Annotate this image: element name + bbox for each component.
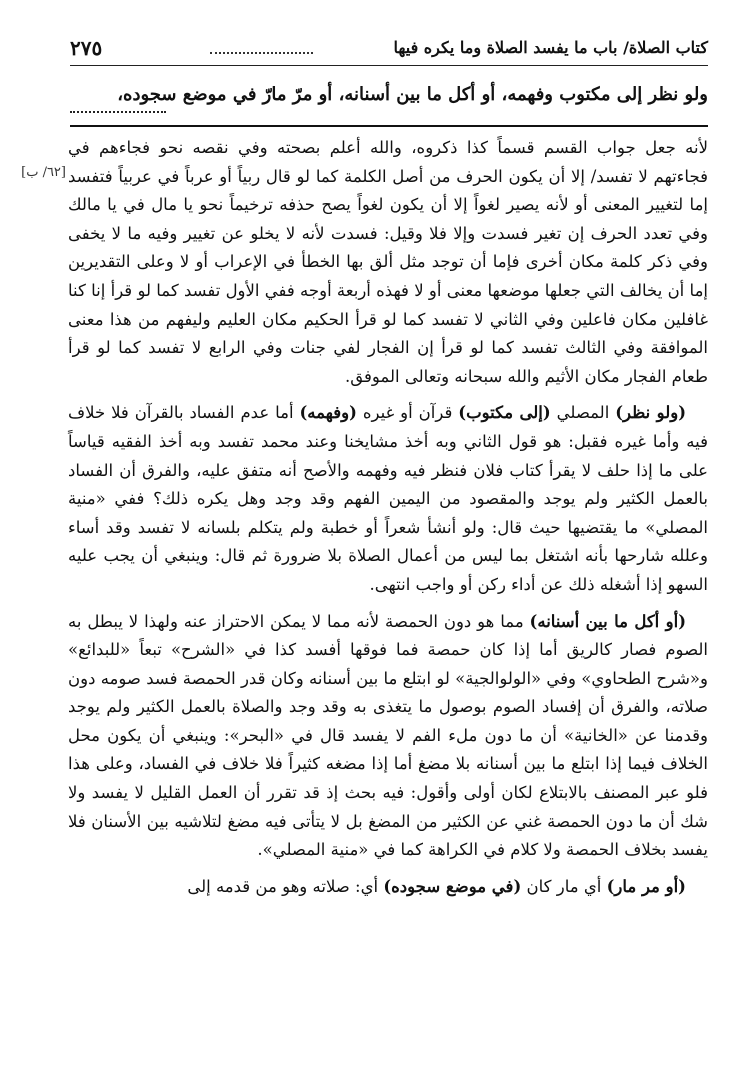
lemma: (في موضع سجوده) xyxy=(383,876,522,896)
paragraph-3 xyxy=(68,608,708,865)
lemma: (ولو نظر) xyxy=(615,403,687,423)
paragraph-text: مما هو دون الحمصة لأنه مما لا يمكن الاحتراز عنه ولهذا لا يبطل به الصوم فصار كالريق أما إذا كان حمصة فما فوقها أفسد كذا في «الشرح» تبعاً «للبدائع» و«شرح الطحاوي» وفي «الولوالجية» لو ابتلع ما بين أسنانه وكان قدر الحمصة فسد صومه دون صلاته، والفرق أن إفساد الصوم بوصول ما يتغذى به وقد وجد والصلاة بالعمل الكثير ولم يوجد وقدمنا عن «الخانية» أن ما دون ملء الفم لا يفسد قال في «البحر»: وينبغي أن يكون محل الخلاف فيما إذا ابتلع ما بين أسنانه بلا مضغ أما إذا مضغه كثيراً فلا خلاف في الفساد، وعلى هذا فلو عبر المصنف بالابتلاع لكان أولى وأقول: فيه بحث إذ قد تقرر أن العمل القليل لا يفسد ولا شك أن ما دون الحمصة غني عن الكثير من المضغ بل لا يتأتى فيه مضغ لتلاشيه بين الأسنان فلا يفسد بخلاف الحمصة ولا كلام في الكراهة كما في «منية المصلي». xyxy=(68,611,708,860)
paragraph-1: لأنه جعل جواب القسم قسماً كذا ذكروه، والله أعلم بصحته وفي نقصه نحو فجاءهم في فجاءتهم لا تفسد/ إلا أن يكون الحرف من أصل الكلمة كما لو قال ربياً أو عرباً في عربياً فتفسد إما لتغيير المعنى أو لأنه يصير لغواً إلا أن يكون لغواً يصح حذفه ترخيماً نحو يا مال في يا مالك وفي تعدد الحرف إن تغير فسدت وإلا فلا وقيل: فسدت لأنه لا يخلو عن تغيير وفيه ما لا يخفى وفي ذكر كلمة مكان أخرى فإما أن توجد مثل ألق بها الخطأ في الإعراب أو لا وعلى التقديرين إما أن يخالف التي جعلها موضعها معنى أو لا فهذه أربعة أوجه ففي الأول تفسد كما لو قرأ إنا كنا غافلين مكان فاعلين وفي الثاني لا تفسد كما لو قرأ الحكيم مكان العليم وليفهم من هذا معنى الموافقة وفي الثالث تفسد كما لو قرأ إن الفجار لفي جنات وفي الرابع لا تفسد كما لو قرأ طعام الفجار مكان الأثيم والله سبحانه وتعالى الموفق. xyxy=(68,138,708,386)
matn-rule xyxy=(70,125,708,127)
paragraph-text: المصلي xyxy=(550,403,616,423)
header-dotted-leader xyxy=(210,52,313,54)
paragraph-text: قرآن أو غيره xyxy=(356,403,459,423)
matn-dotted-leader xyxy=(70,111,166,113)
lemma: (إلى مكتوب) xyxy=(458,403,551,423)
paragraph-text: أما عدم الفساد بالقرآن فلا خلاف فيه وأما غيره فقبل: هو قول الثاني وبه أخذ مشايخنا وعند محمد تفسد وبه أخذ الفقيه قياساً على ما إذا حلف لا يقرأ كتاب فلان فنظر فيه وفهمه والأصح أنه متفق عليه، والفرق أن الفساد بالعمل الكثير ولم يوجد والمقصود من اليمين الفهم وقد وجد وهل يكره ذلك؟ ففي «منية المصلي» ما يقتضيها حيث قال: ولو أنشأ شعراً أو خطبة ولم يتكلم بلسانه لا تفسد وقد أساء وعلله شارحها بأنه اشتغل بما ليس من أعمال الصلاة بلا ضرورة ثم قال: وينبغي أن يجب عليه السهو إذا أشغله ذلك عن أداء ركن أو واجب انتهى. xyxy=(68,403,708,594)
paragraph-2 xyxy=(68,399,708,599)
paragraph-4 xyxy=(68,873,708,902)
page-number: ٢٧٥ xyxy=(70,36,103,60)
paragraph-text: أي مار كان xyxy=(521,876,607,896)
matn-text: ولو نظر إلى مكتوب وفهمه، أو أكل ما بين أسنانه، أو مرّ مارّ في موضع سجوده، xyxy=(117,84,708,105)
matn-line xyxy=(70,78,708,112)
header-rule xyxy=(70,65,708,66)
manuscript-folio-ref: [٦٢/ ب] xyxy=(21,165,66,180)
lemma: (أو مر مار) xyxy=(606,876,686,896)
commentary-body xyxy=(68,134,708,901)
running-header xyxy=(70,34,708,64)
header-title: كتاب الصلاة/ باب ما يفسد الصلاة وما يكره فيها xyxy=(393,38,708,57)
lemma: (وفهمه) xyxy=(299,403,357,423)
lemma: (أو أكل ما بين أسنانه) xyxy=(529,611,686,631)
paragraph-text: أي: صلاته وهو من قدمه إلى xyxy=(187,876,384,896)
